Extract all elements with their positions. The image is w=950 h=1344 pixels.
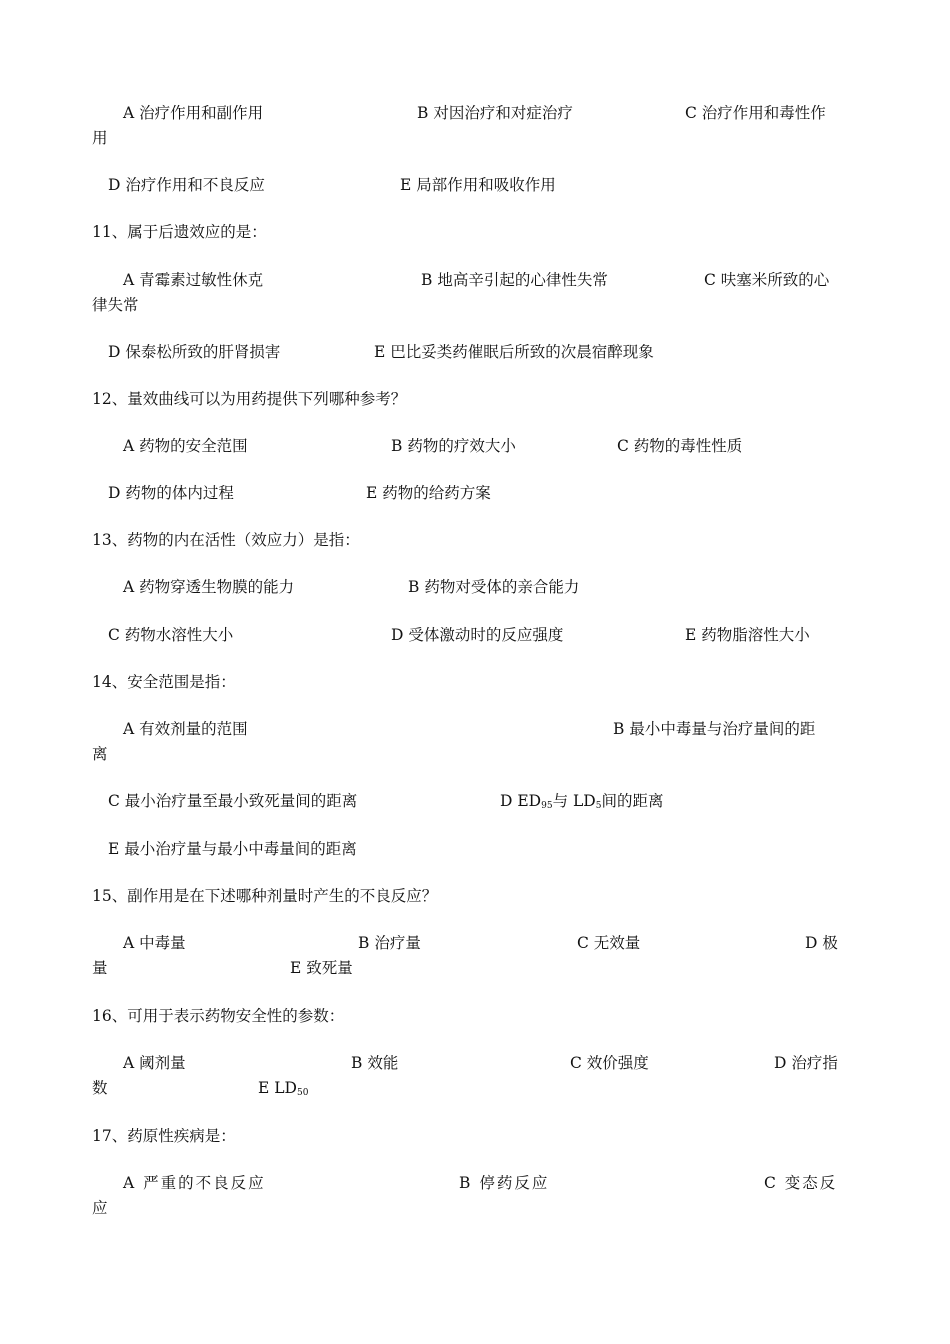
question-15-title: 15、副作用是在下述哪种剂量时产生的不良反应？ — [92, 887, 438, 905]
q14-option-d — [500, 791, 663, 816]
q11-option-e: E 巴比妥类药催眠后所致的次晨宿醉现象 — [374, 343, 654, 361]
q15-option-d: D 极 — [805, 934, 838, 952]
question-16-title: 16、可用于表示药物安全性的参数： — [92, 1007, 345, 1025]
q14-option-d-suffix: 间的距离 — [601, 792, 664, 810]
question-11-title: 11、属于后遗效应的是： — [92, 223, 267, 241]
q15-option-c: C 无效量 — [577, 934, 641, 952]
q14-option-b: B 最小中毒量与治疗量间的距 — [613, 720, 816, 738]
q17-option-c: C 变态反 — [764, 1174, 838, 1192]
q11-option-c: C 呋塞米所致的心 — [704, 271, 830, 289]
q14-option-d-sub2: 5 — [595, 801, 602, 811]
q11-option-b: B 地高辛引起的心律性失常 — [421, 271, 608, 289]
q10-option-b: B 对因治疗和对症治疗 — [417, 104, 573, 122]
q15-option-d-wrap: 量 — [92, 959, 108, 977]
q16-option-e-sub: 50 — [296, 1088, 309, 1098]
q14-option-d-prefix: D ED — [500, 792, 542, 810]
q12-option-a: A 药物的安全范围 — [123, 437, 248, 455]
q10-option-c: C 治疗作用和毒性作 — [685, 104, 826, 122]
q12-option-d: D 药物的体内过程 — [108, 484, 234, 502]
q14-option-d-mid: 与 LD — [552, 792, 596, 810]
q16-option-d-wrap: 数 — [92, 1079, 108, 1097]
q14-option-d-sub1: 95 — [541, 801, 553, 811]
q16-option-d: D 治疗指 — [774, 1054, 838, 1072]
q13-option-c: C 药物水溶性大小 — [108, 626, 234, 644]
q10-option-a: A 治疗作用和副作用 — [123, 104, 264, 122]
q11-option-d: D 保泰松所致的肝肾损害 — [108, 343, 281, 361]
q11-option-c-wrap: 律失常 — [92, 296, 139, 314]
q17-option-c-wrap: 应 — [92, 1199, 108, 1217]
q12-option-e: E 药物的给药方案 — [366, 484, 491, 502]
q13-option-e: E 药物脂溶性大小 — [685, 626, 810, 644]
q17-option-b: B 停药反应 — [459, 1174, 550, 1192]
q12-option-b: B 药物的疗效大小 — [391, 437, 516, 455]
q15-option-a: A 中毒量 — [123, 934, 186, 952]
question-17-title: 17、药原性疾病是： — [92, 1127, 236, 1145]
q15-option-e: E 致死量 — [290, 959, 353, 977]
q13-option-d: D 受体激动时的反应强度 — [391, 626, 564, 644]
q14-option-a: A 有效剂量的范围 — [123, 720, 248, 738]
q16-option-a: A 阈剂量 — [123, 1054, 186, 1072]
q13-option-a: A 药物穿透生物膜的能力 — [123, 578, 295, 596]
q14-option-e: E 最小治疗量与最小中毒量间的距离 — [108, 840, 357, 858]
q16-option-e-prefix: E LD — [258, 1079, 297, 1097]
q16-option-b: B 效能 — [351, 1054, 399, 1072]
question-14-title: 14、安全范围是指： — [92, 673, 236, 691]
q14-option-b-wrap: 离 — [92, 745, 108, 763]
q12-option-c: C 药物的毒性性质 — [617, 437, 743, 455]
question-12-title: 12、量效曲线可以为用药提供下列哪种参考？ — [92, 390, 407, 408]
q11-option-a: A 青霉素过敏性休克 — [123, 271, 264, 289]
q16-option-e — [258, 1078, 308, 1103]
q14-option-c: C 最小治疗量至最小致死量间的距离 — [108, 792, 358, 810]
q17-option-a: A 严重的不良反应 — [123, 1174, 266, 1192]
q10-option-d: D 治疗作用和不良反应 — [108, 176, 265, 194]
q16-option-c: C 效价强度 — [570, 1054, 649, 1072]
q10-option-c-wrap: 用 — [92, 129, 108, 147]
q10-option-e: E 局部作用和吸收作用 — [400, 176, 556, 194]
q15-option-b: B 治疗量 — [358, 934, 421, 952]
question-13-title: 13、药物的内在活性（效应力）是指： — [92, 531, 360, 549]
q13-option-b: B 药物对受体的亲合能力 — [408, 578, 580, 596]
